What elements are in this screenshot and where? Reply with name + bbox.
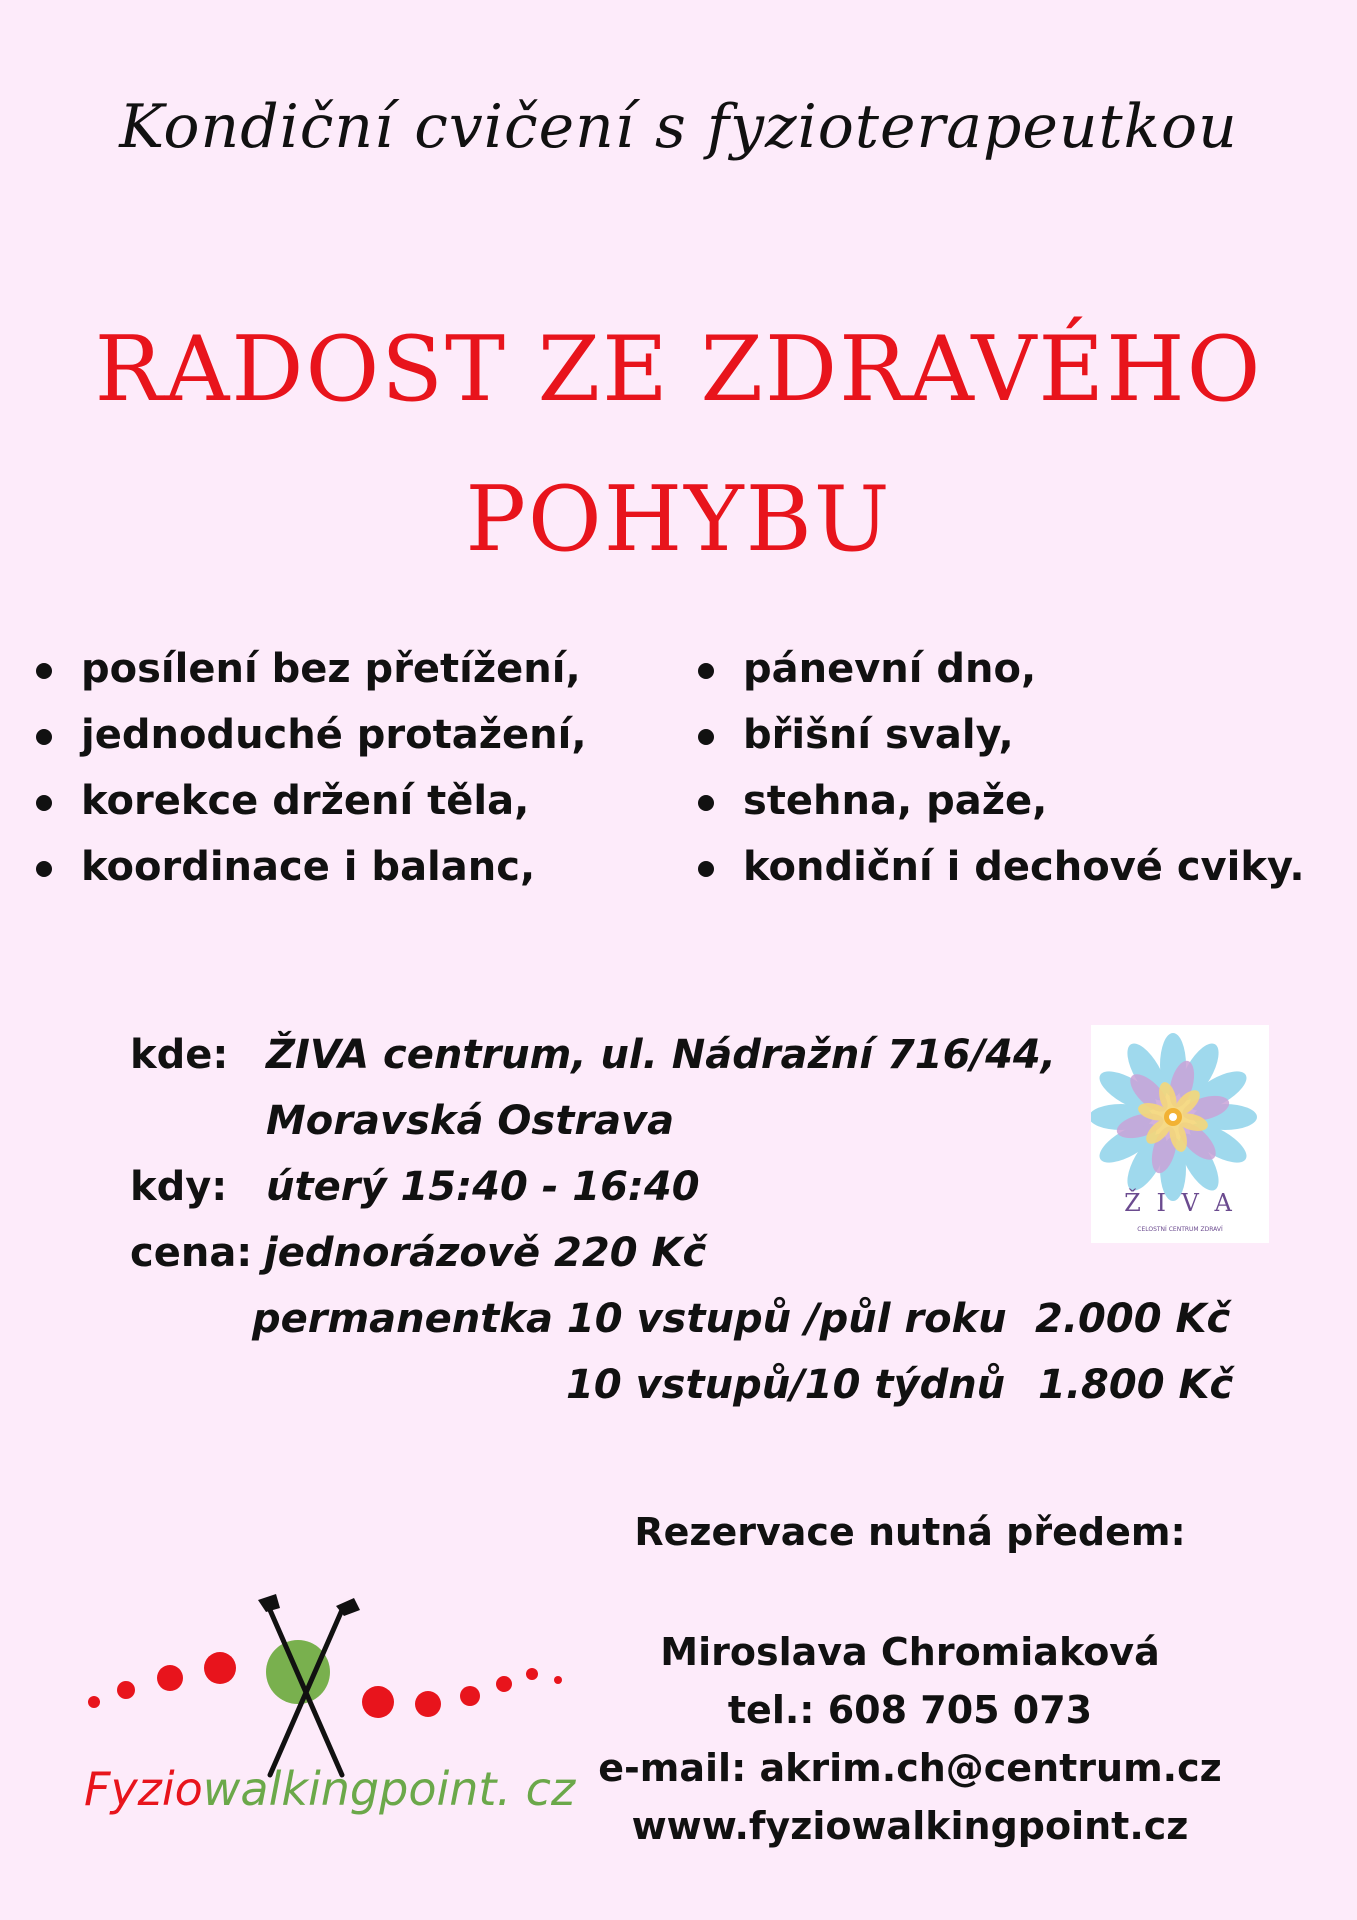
page-title	[0, 295, 1357, 595]
logo-text-part-1: Fyzio	[84, 1762, 203, 1816]
title-line-1: RADOST ZE ZDRAVÉHO	[94, 317, 1263, 422]
list-item: kondiční i dechové cviky.	[696, 834, 1305, 900]
bullet-list-left	[34, 636, 587, 900]
contact-email: e-mail: akrim.ch@centrum.cz	[598, 1746, 1222, 1790]
lotus-flower-icon	[1091, 1025, 1269, 1243]
reservation-heading: Rezervace nutná předem:	[634, 1510, 1186, 1554]
when-label: kdy:	[130, 1164, 228, 1210]
price-single: jednorázově 220 Kč	[264, 1230, 707, 1276]
list-item: stehna, paže,	[696, 768, 1305, 834]
price-label: cena:	[130, 1230, 253, 1276]
contact-name: Miroslava Chromiaková	[660, 1630, 1160, 1674]
contact-website: www.fyziowalkingpoint.cz	[631, 1804, 1189, 1848]
list-item: pánevní dno,	[696, 636, 1305, 702]
list-item: posílení bez přetížení,	[34, 636, 587, 702]
title-line-2: POHYBU	[465, 467, 892, 572]
price-pass-10-weeks-amount: 1.800 Kč	[1038, 1362, 1234, 1408]
list-item: břišní svaly,	[696, 702, 1305, 768]
fyziowalkingpoint-logo-text	[84, 1762, 575, 1816]
contact-phone: tel.: 608 705 073	[727, 1688, 1093, 1732]
list-item: korekce držení těla,	[34, 768, 587, 834]
where-value: ŽIVA centrum, ul. Nádražní 716/44,	[266, 1032, 1056, 1078]
price-pass-10-weeks: 10 vstupů/10 týdnů	[566, 1362, 1006, 1408]
subtitle: Kondiční cvičení s fyzioterapeutkou	[119, 92, 1238, 162]
price-pass-half-year-amount: 2.000 Kč	[1035, 1296, 1231, 1342]
where-value-2: Moravská Ostrava	[266, 1098, 675, 1144]
when-value: úterý 15:40 - 16:40	[266, 1164, 700, 1210]
logo-text-part-2: walkingpoint. cz	[202, 1762, 576, 1816]
ziva-logo	[1091, 1025, 1269, 1243]
price-pass-half-year: permanentka 10 vstupů /půl roku	[252, 1296, 1007, 1342]
list-item: jednoduché protažení,	[34, 702, 587, 768]
list-item: koordinace i balanc,	[34, 834, 587, 900]
ziva-logo-tagline: CELOSTNÍ CENTRUM ZDRAVÍ	[1137, 1226, 1223, 1233]
where-label: kde:	[130, 1032, 229, 1078]
bullet-list-right	[696, 636, 1305, 900]
ziva-logo-letters: Ž I V A	[1124, 1189, 1236, 1217]
